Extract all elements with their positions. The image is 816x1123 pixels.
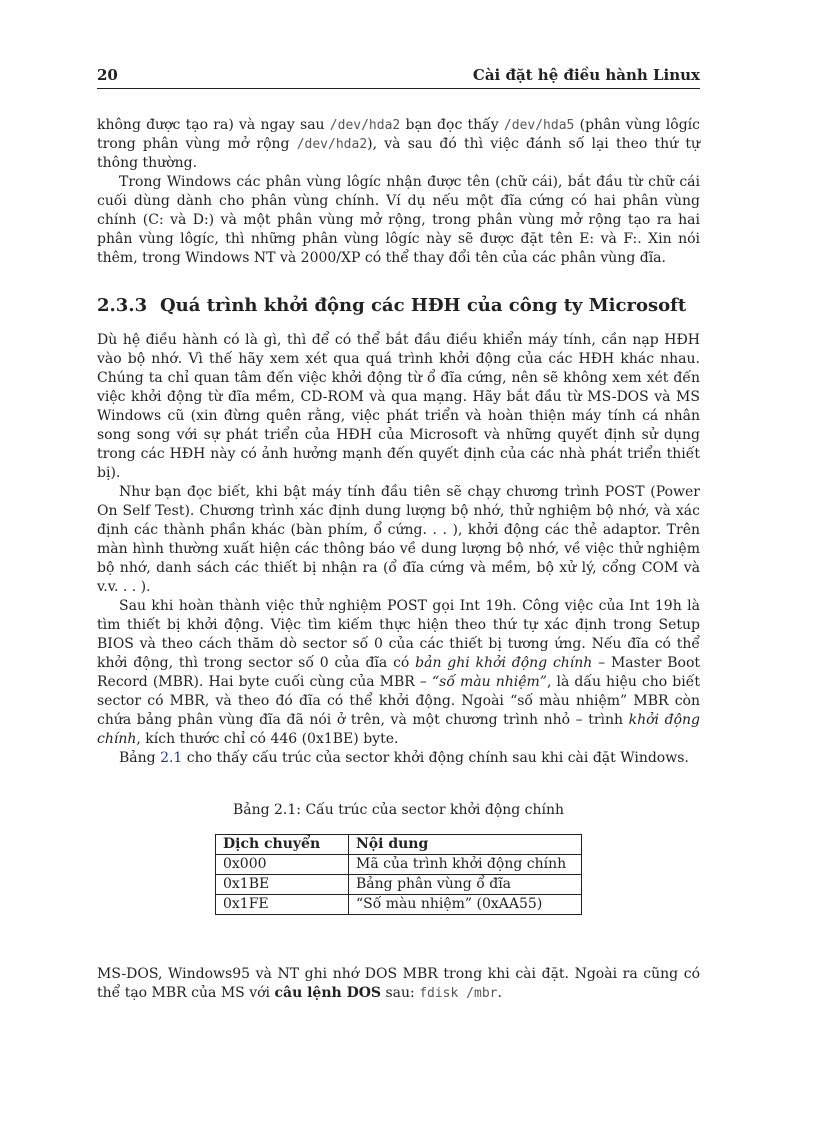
table-cell: 0x000 (216, 855, 349, 875)
header-rule (97, 88, 700, 89)
text: sau: (381, 985, 420, 1001)
table-cell: Mã của trình khởi động chính (349, 855, 582, 875)
text: Sau khi hoàn thành việc thử nghiệm POST gọi Int 19h. Công việc của Int 19h là tìm thiết bị khởi động. Việc tìm kiếm thực hiện theo thứ tự xác định trong Setup BIOS và theo cách thăm dò sector số 0 của các thiết bị tương ứng. Nếu đĩa có thể khởi động, thì trong sector số 0 của đĩa có (97, 598, 700, 671)
running-header (97, 66, 700, 88)
code-device: /dev/hda5 (503, 118, 575, 133)
paragraph (97, 597, 700, 749)
text: (phân vùng lôgíc trong phân vùng mở rộng (97, 117, 700, 152)
paragraph (97, 116, 700, 173)
text: , kích thước chỉ có 446 (0x1BE) byte. (136, 731, 399, 747)
emphasis: “số màu nhiệm” (432, 674, 547, 690)
text: – Master Boot Record (MBR). Hai byte cuối cùng của MBR – (97, 655, 700, 690)
text: MS-DOS, Windows95 và NT ghi nhớ DOS MBR trong khi cài đặt. Ngoài ra cũng có thể tạo MBR của MS với (97, 966, 700, 1001)
emphasis: bản ghi khởi động chính (415, 655, 593, 671)
chapter-title: Cài đặt hệ điều hành Linux (472, 66, 700, 84)
table-reference-link[interactable]: 2.1 (160, 750, 183, 766)
column-header: Dịch chuyển (216, 835, 349, 855)
text: , là dấu hiệu cho biết sector có MBR, và theo đó đĩa có thể khởi động. Ngoài “số màu nhiệm” MBR còn chứa bảng phân vùng đĩa đã nói ở trên, và một chương trình nhỏ – trình (97, 674, 700, 728)
paragraph (97, 749, 700, 768)
bold-text: câu lệnh DOS (274, 985, 382, 1001)
code-device: /dev/hda2 (296, 137, 368, 152)
paragraph: Như bạn đọc biết, khi bật máy tính đầu tiên sẽ chạy chương trình POST (Power On Self Test). Chương trình xác định dung lượng bộ nhớ, thử nghiệm bộ nhớ, và xác định các thành phần khác (bàn phím, ổ cứng. . . ), khởi động các thẻ adaptor. Trên màn hình thường xuất hiện các thông báo về dung lượng bộ nhớ, về việc thử nghiệm bộ nhớ, danh sách các thiết bị nhận ra (ổ đĩa cứng và mềm, bộ xử lý, cổng COM và v.v. . . ). (97, 484, 700, 595)
text: không được tạo ra) và ngay sau (97, 117, 330, 133)
section-heading (97, 295, 700, 317)
table-row (216, 895, 582, 915)
paragraph: Trong Windows các phân vùng lôgíc nhận được tên (chữ cái), bắt đầu từ chữ cái cuối dùng dành cho phân vùng chính. Ví dụ nếu một đĩa cứng có hai phân vùng chính (C: và D:) và một phân vùng mở rộng, trong phân vùng mở rộng tạo ra hai phân vùng lôgíc, thì những phân vùng lôgíc này sẽ được đặt tên E: và F:. Xin nói thêm, trong Windows NT và 2000/XP có thể thay đổi tên của các phân vùng đĩa. (97, 174, 700, 266)
page-body (97, 116, 700, 1003)
column-header: Nội dung (349, 835, 582, 855)
table-cell: 0x1FE (216, 895, 349, 915)
text: cho thấy cấu trúc của sector khởi động chính sau khi cài đặt Windows. (182, 750, 689, 766)
page-number: 20 (97, 66, 118, 84)
text: Bảng (119, 750, 161, 766)
code-command: fdisk /mbr (419, 986, 498, 1001)
paragraph: Dù hệ điều hành có là gì, thì để có thể bắt đầu điều khiển máy tính, cần nạp HĐH vào bộ nhớ. Vì thế hãy xem xét qua quá trình khởi động của các HĐH khác nhau. Chúng ta chỉ quan tâm đến việc khởi động từ ổ đĩa cứng, nên sẽ không xem xét đến việc khởi động từ đĩa mềm, CD-ROM và qua mạng. Hãy bắt đầu từ MS-DOS và MS Windows cũ (xin đừng quên rằng, việc phát triển và hoàn thiện máy tính cá nhân song song với sự phát triển của HĐH của Microsoft và những quyết định sử dụng trong các HĐH này có ảnh hưởng mạnh đến quyết định của các nhà phát triển thiết bị). (97, 332, 700, 481)
text: ), và sau đó thì việc đánh số lại theo thứ tự thông thường. (97, 136, 700, 171)
table-row (216, 855, 582, 875)
section-number: 2.3.3 (97, 295, 148, 316)
text: bạn đọc thấy (400, 117, 504, 133)
table-cell: “Số màu nhiệm” (0xAA55) (349, 895, 582, 915)
mbr-structure-table (215, 834, 582, 915)
emphasis: khởi động chính (97, 712, 700, 747)
table-cell: 0x1BE (216, 875, 349, 895)
text: . (497, 985, 502, 1001)
section-title: Quá trình khởi động các HĐH của công ty Microsoft (160, 295, 687, 316)
table-row (216, 875, 582, 895)
code-device: /dev/hda2 (329, 118, 401, 133)
table-caption: Bảng 2.1: Cấu trúc của sector khởi động chính (232, 802, 565, 818)
table-header-row (216, 835, 582, 855)
table-cell: Bảng phân vùng ổ đĩa (349, 875, 582, 895)
paragraph (97, 965, 700, 1003)
